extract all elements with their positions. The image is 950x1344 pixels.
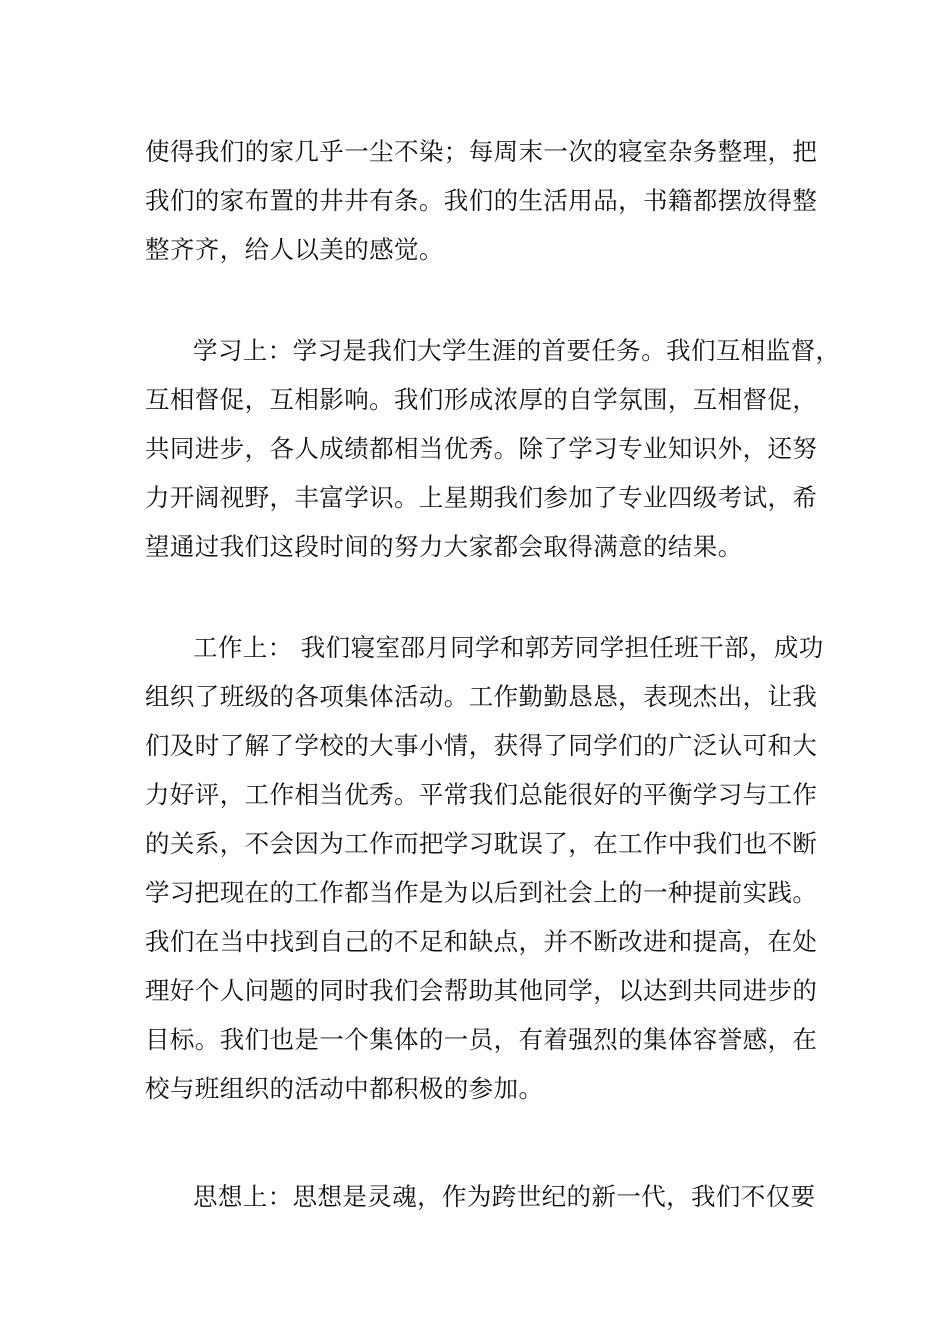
text-line: 校与班组织的活动中都积极的参加。 [145, 1074, 544, 1103]
text-line: 们及时了解了学校的大事小情，获得了同学们的广泛认可和大 [145, 731, 818, 760]
text-line: 力好评，工作相当优秀。平常我们总能很好的平衡学习与工作 [145, 780, 818, 809]
text-line: 力开阔视野，丰富学识。上星期我们参加了专业四级考试，希 [145, 483, 818, 512]
text-line: 思想上：思想是灵魂，作为跨世纪的新一代，我们不仅要 [193, 1182, 816, 1211]
text-line: 使得我们的家几乎一尘不染；每周末一次的寝室杂务整理，把 [145, 137, 818, 166]
text-line: 理好个人问题的同时我们会帮助其他同学，以达到共同进步的 [145, 976, 818, 1005]
text-line: 共同进步，各人成绩都相当优秀。除了学习专业知识外，还努 [145, 434, 818, 463]
text-line: 望通过我们这段时间的努力大家都会取得满意的结果。 [145, 532, 743, 561]
text-line: 学习把现在的工作都当作是为以后到社会上的一种提前实践。 [145, 878, 818, 907]
text-line: 整齐齐，给人以美的感觉。 [145, 235, 444, 264]
text-line: 学习上：学习是我们大学生涯的首要任务。我们互相监督， [193, 336, 841, 365]
text-line: 目标。我们也是一个集体的一员，有着强烈的集体容誉感，在 [145, 1025, 818, 1054]
text-line: 互相督促，互相影响。我们形成浓厚的自学氛围，互相督促， [145, 385, 818, 414]
text-line: 我们的家布置的井井有条。我们的生活用品，书籍都摆放得整 [145, 186, 818, 215]
text-line: 工作上： 我们寝室邵月同学和郭芳同学担任班干部，成功 [193, 633, 824, 662]
text-line: 的关系，不会因为工作而把学习耽误了，在工作中我们也不断 [145, 829, 818, 858]
text-line: 我们在当中找到自己的不足和缺点，并不断改进和提高，在处 [145, 927, 818, 956]
text-line: 组织了班级的各项集体活动。工作勤勤恳恳，表现杰出，让我 [145, 682, 818, 711]
